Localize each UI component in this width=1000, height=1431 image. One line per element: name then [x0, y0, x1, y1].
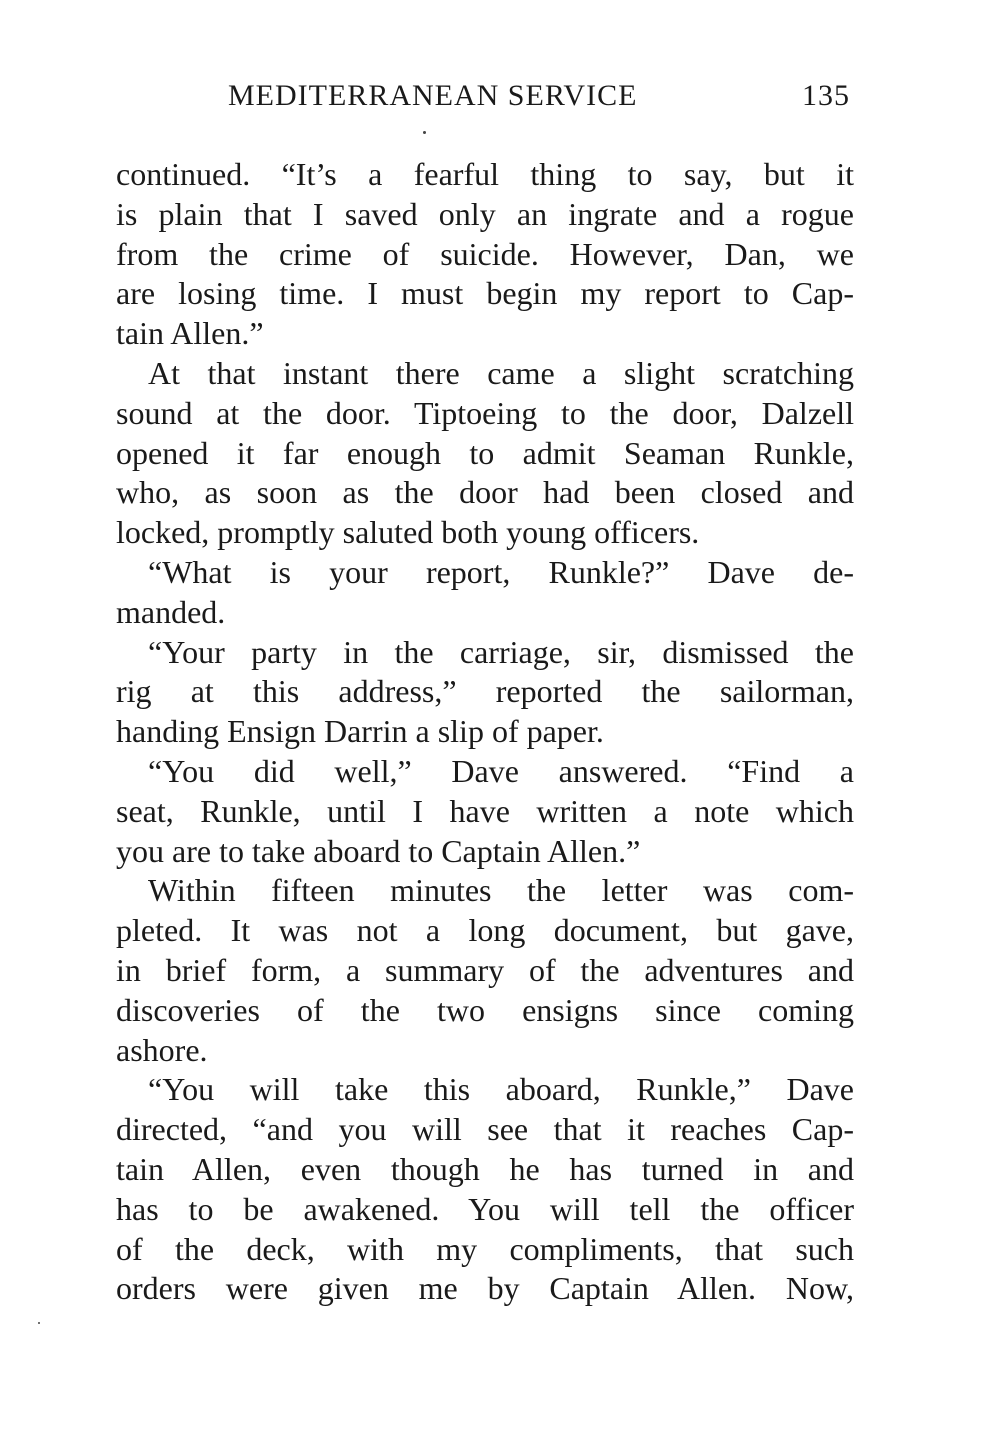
- print-speck: [423, 131, 426, 134]
- text-line: “Your party in the carriage, sir, dismissed the: [148, 633, 854, 670]
- text-line: directed, “and you will see that it reaches Cap-: [116, 1111, 854, 1148]
- text-line: “You did well,” Dave answered. “Find a: [148, 752, 854, 789]
- text-line: rig at this address,” reported the sailorman,: [116, 673, 854, 710]
- text-line: continued. “It’s a fearful thing to say, but it: [116, 156, 854, 192]
- running-head: [116, 74, 850, 118]
- text-line: has to be awakened. You will tell the officer: [116, 1190, 854, 1227]
- text-line: is plain that I saved only an ingrate and a rogue: [116, 195, 854, 232]
- print-speck: [38, 1322, 40, 1324]
- text-line: seat, Runkle, until I have written a note which: [116, 792, 854, 829]
- text-line: sound at the door. Tiptoeing to the door, Dalzell: [116, 394, 854, 431]
- text-line: opened it far enough to admit Seaman Runkle,: [116, 434, 854, 471]
- text-line: Within fifteen minutes the letter was com-: [148, 872, 854, 909]
- text-line: tain Allen, even though he has turned in and: [116, 1150, 854, 1187]
- text-line: tain Allen.”: [116, 315, 264, 352]
- page-number: 135: [802, 79, 850, 112]
- text-line: orders were given me by Captain Allen. Now,: [116, 1270, 854, 1307]
- text-line: locked, promptly saluted both young officers.: [116, 514, 700, 551]
- text-line: handing Ensign Darrin a slip of paper.: [116, 713, 604, 750]
- text-line: you are to take aboard to Captain Allen.”: [116, 832, 641, 869]
- text-line: are losing time. I must begin my report to Cap-: [116, 275, 854, 312]
- body-text: [116, 155, 854, 1309]
- text-line: pleted. It was not a long document, but gave,: [116, 912, 854, 949]
- text-line: “You will take this aboard, Runkle,” Dave: [148, 1071, 854, 1108]
- running-title: MEDITERRANEAN SERVICE: [228, 79, 638, 112]
- text-line: who, as soon as the door had been closed and: [116, 474, 854, 511]
- text-line: in brief form, a summary of the adventures and: [116, 951, 854, 988]
- text-line: At that instant there came a slight scratching: [148, 354, 854, 391]
- text-line: “What is your report, Runkle?” Dave de-: [148, 553, 854, 590]
- text-line: of the deck, with my compliments, that such: [116, 1230, 854, 1267]
- text-line: manded.: [116, 593, 226, 630]
- text-line: discoveries of the two ensigns since coming: [116, 991, 854, 1028]
- text-line: from the crime of suicide. However, Dan, we: [116, 235, 854, 272]
- text-line: ashore.: [116, 1031, 208, 1068]
